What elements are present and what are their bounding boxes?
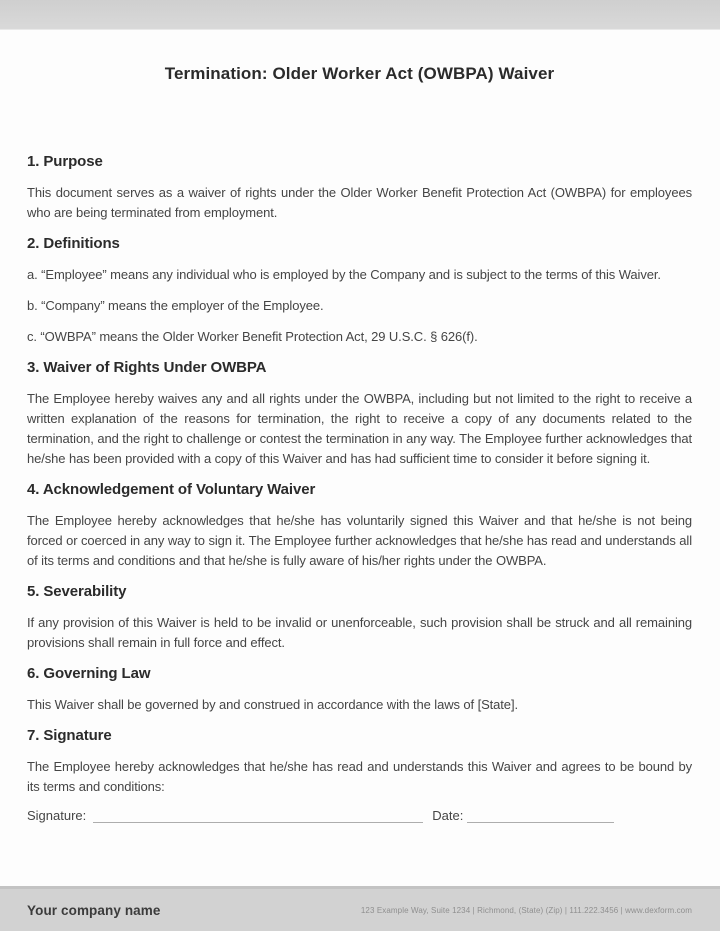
signature-row xyxy=(27,808,692,823)
section-heading: 1. Purpose xyxy=(27,153,103,170)
section-acknowledgement xyxy=(27,480,692,571)
company-name: Your company name xyxy=(27,902,161,918)
signature-label: Signature: xyxy=(27,808,87,823)
section-paragraph: This Waiver shall be governed by and construed in accordance with the laws of [State]. xyxy=(27,697,518,712)
definition-company: b. “Company” means the employer of the Employee. xyxy=(27,298,324,313)
section-heading: 4. Acknowledgement of Voluntary Waiver xyxy=(27,481,316,498)
footer-contact-info: 123 Example Way, Suite 1234 | Richmond, (State) (Zip) | 111.222.3456 | www.dexform.com xyxy=(360,905,692,915)
viewer-top-bar xyxy=(0,0,720,30)
footer-bar xyxy=(0,886,720,931)
document-page xyxy=(0,63,720,823)
document-body xyxy=(27,152,692,823)
section-waiver-of-rights xyxy=(27,358,692,469)
date-line xyxy=(467,809,614,823)
definition-employee: a. “Employee” means any individual who is employed by the Company and is subject to the terms of this Waiver. xyxy=(27,267,661,282)
date-label: Date: xyxy=(432,808,464,823)
section-paragraph: The Employee hereby waives any and all rights under the OWBPA, including but not limited to the right to receive a written explanation of the reasons for termination, the right to receive a copy of any documents related to the termination, and the right to challenge or contest the termination in any way. The Employee further acknowledges that he/she has been provided with a copy of this Waiver and has had sufficient time to consider it before signing it. xyxy=(27,391,692,466)
section-heading: 7. Signature xyxy=(27,727,112,744)
section-definitions xyxy=(27,234,692,347)
section-paragraph: If any provision of this Waiver is held to be invalid or unenforceable, such provision shall be struck and all remaining provisions shall remain in full force and effect. xyxy=(27,615,692,650)
section-paragraph: The Employee hereby acknowledges that he/she has voluntarily signed this Waiver and that he/she is not being forced or coerced in any way to sign it. The Employee further acknowledges that he/she has read and understands all of its terms and conditions and that he/she is fully aware of his/her rights under the OWBPA. xyxy=(27,513,692,568)
section-heading: 6. Governing Law xyxy=(27,665,151,682)
section-signature xyxy=(27,726,692,797)
section-governing-law xyxy=(27,664,692,715)
section-heading: 3. Waiver of Rights Under OWBPA xyxy=(27,359,267,376)
section-paragraph: This document serves as a waiver of rights under the Older Worker Benefit Protection Act (OWBPA) for employees who are being terminated from employment. xyxy=(27,185,692,220)
section-paragraph: The Employee hereby acknowledges that he/she has read and understands this Waiver and agrees to be bound by its terms and conditions: xyxy=(27,759,692,794)
section-heading: 2. Definitions xyxy=(27,235,120,252)
signature-line xyxy=(93,809,423,823)
definition-owbpa: c. “OWBPA” means the Older Worker Benefit Protection Act, 29 U.S.C. § 626(f). xyxy=(27,329,478,344)
document-title: Termination: Older Worker Act (OWBPA) Waiver xyxy=(164,64,555,83)
section-heading: 5. Severability xyxy=(27,583,127,600)
section-purpose xyxy=(27,152,692,223)
section-severability xyxy=(27,582,692,653)
